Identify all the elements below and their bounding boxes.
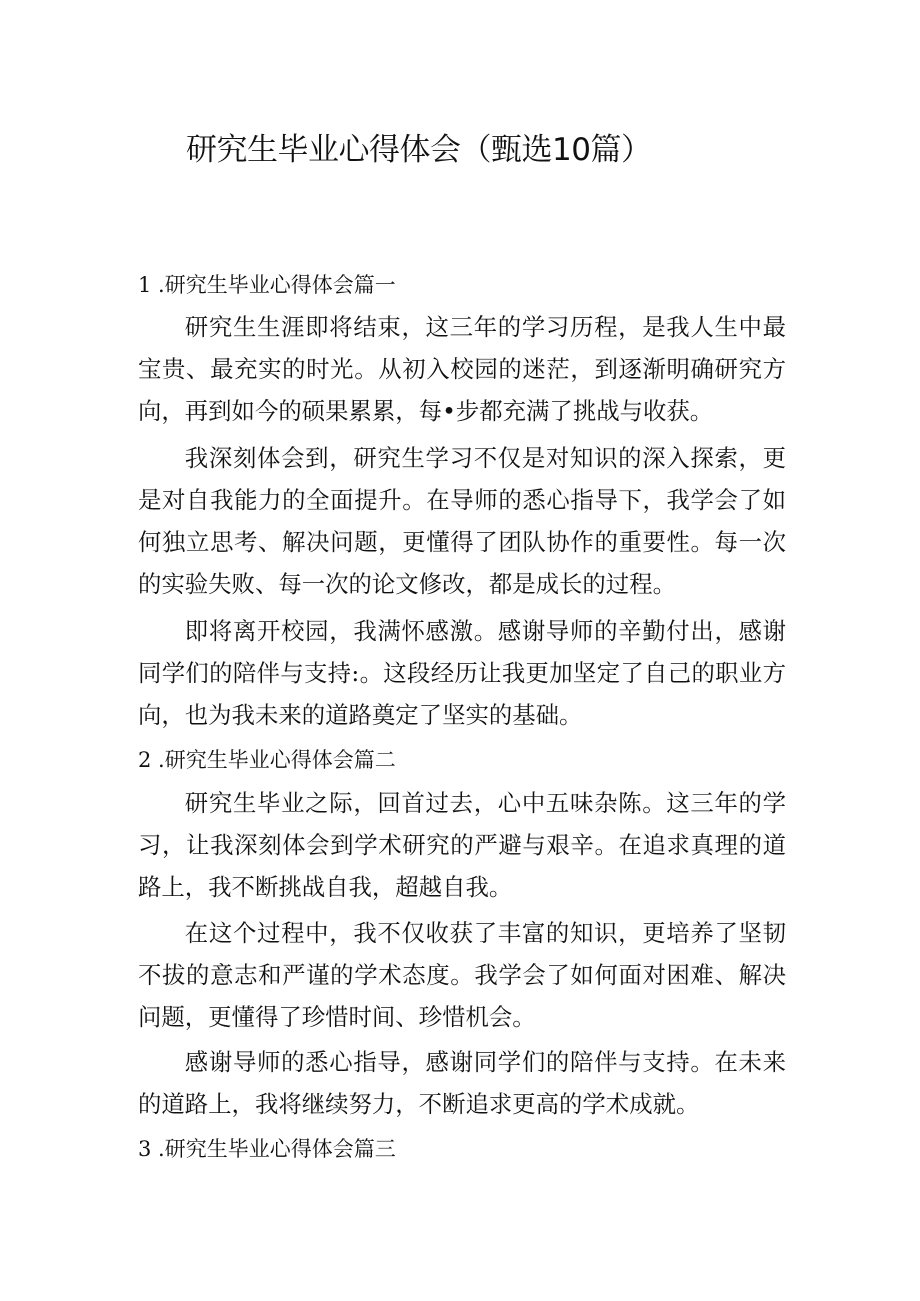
paragraph-1-1: 研究生生涯即将结束，这三年的学习历程，是我人生中最宝贵、最充实的时光。从初入校园的迷茫，到逐渐明确研究方向，再到如今的硕果累累，每•步都充满了挑战与收获。: [138, 313, 786, 425]
paragraph-1-2: 我深刻体会到，研究生学习不仅是对知识的深入探索，更是对自我能力的全面提升。在导师的悉心指导下，我学会了如何独立思考、解决问题，更懂得了团队协作的重要性。每一次的实验失败、每一次的论文修改，都是成长的过程。: [138, 444, 786, 598]
paragraph-2-1: 研究生毕业之际，回首过去，心中五味杂陈。这三年的学习，让我深刻体会到学术研究的严避与艰辛。在追求真理的道路上，我不断挑战自我，超越自我。: [138, 789, 786, 901]
document-title: 研究生毕业心得体会（甄选10篇）: [186, 132, 652, 168]
section-heading-1: 1 .研究生毕业心得体会篇一: [138, 273, 396, 297]
paragraph-1-3: 即将离开校园，我满怀感激。感谢导师的辛勤付出，感谢同学们的陪伴与支持:。这段经历让我更加坚定了自己的职业方向，也为我未来的道路奠定了坚实的基础。: [138, 617, 786, 729]
section-heading-2: 2 .研究生毕业心得体会篇二: [138, 748, 396, 772]
paragraph-2-2: 在这个过程中，我不仅收获了丰富的知识，更培养了坚韧不拔的意志和严谨的学术态度。我学会了如何面对困难、解决问题，更懂得了珍惜时间、珍惜机会。: [138, 919, 786, 1031]
section-heading-3: 3 .研究生毕业心得体会篇三: [138, 1137, 396, 1161]
paragraph-2-3: 感谢导师的悉心指导，感谢同学们的陪伴与支持。在未来的道路上，我将继续努力，不断追求更高的学术成就。: [138, 1048, 786, 1118]
